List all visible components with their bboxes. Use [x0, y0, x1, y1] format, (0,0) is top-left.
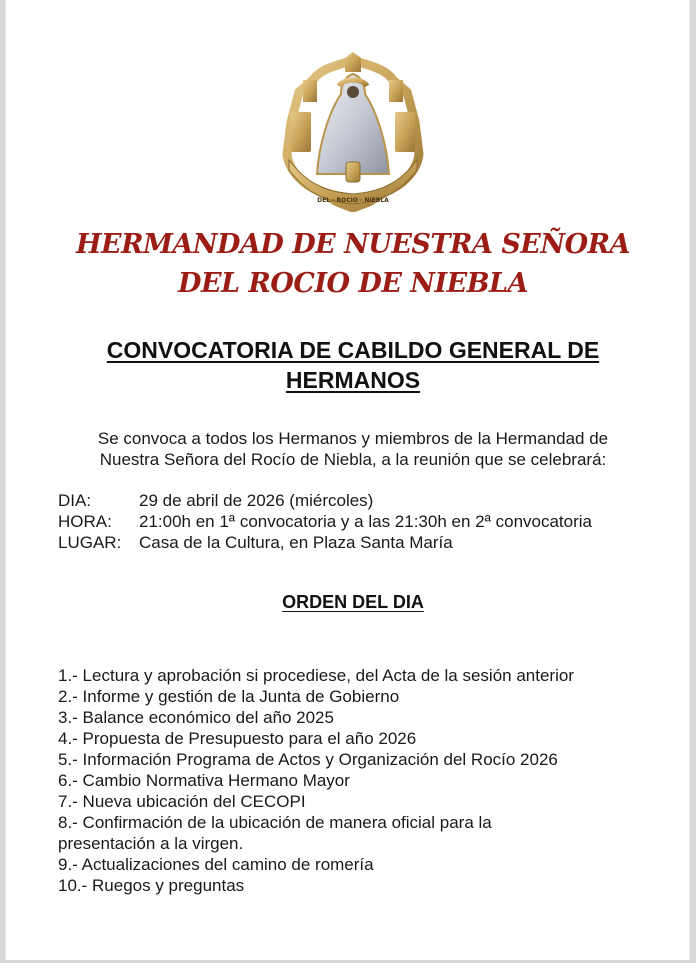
agenda-item: 8.- Confirmación de la ubicación de manera oficial para la presentación a la virgen.	[58, 813, 492, 853]
svg-text:DEL · ROCIO · NIEBLA: DEL · ROCIO · NIEBLA	[317, 197, 389, 204]
detail-label: DIA:	[58, 491, 92, 510]
agenda-item: 5.- Información Programa de Actos y Organización del Rocío 2026	[58, 750, 558, 769]
detail-label: HORA:	[58, 512, 112, 531]
agenda-item: 7.- Nueva ubicación del CECOPI	[58, 792, 306, 811]
agenda-heading-text: ORDEN DEL DIA	[282, 592, 424, 612]
agenda-item: 10.- Ruegos y preguntas	[58, 876, 245, 895]
agenda-list	[58, 665, 658, 896]
intro-text-line2: Nuestra Señora del Rocío de Niebla, a la reunión que se celebrará:	[99, 450, 607, 469]
agenda-heading	[5, 590, 696, 614]
organization-name-line2: DEL ROCIO DE NIEBLA	[178, 268, 528, 299]
agenda-item: 3.- Balance económico del año 2025	[58, 708, 334, 727]
document-title-line1-text: CONVOCATORIA DE CABILDO GENERAL DE	[106, 337, 600, 363]
agenda-item: 2.- Informe y gestión de la Junta de Gobierno	[58, 687, 400, 706]
detail-row-place	[58, 532, 592, 553]
document-title-line1	[5, 336, 696, 365]
organization-name-line1: HERMANDAD DE NUESTRA SEÑORA	[76, 229, 630, 260]
detail-row-date	[58, 490, 592, 511]
hermandad-emblem-icon	[277, 52, 429, 212]
document-title-line2-text: HERMANOS	[285, 367, 421, 393]
document-title-line2	[5, 366, 696, 395]
agenda-item: 1.- Lectura y aprobación si procediese, del Acta de la sesión anterior	[58, 666, 574, 685]
document-page	[5, 0, 690, 960]
detail-row-time	[58, 511, 592, 532]
agenda-item: 9.- Actualizaciones del camino de romería	[58, 855, 374, 874]
intro-text-line1: Se convoca a todos los Hermanos y miembros de la Hermandad de	[97, 429, 609, 448]
detail-value: 29 de abril de 2026 (miércoles)	[139, 491, 374, 510]
detail-label: LUGAR:	[58, 533, 122, 552]
agenda-item: 6.- Cambio Normativa Hermano Mayor	[58, 771, 350, 790]
agenda-item: 4.- Propuesta de Presupuesto para el año 2026	[58, 729, 417, 748]
detail-value: Casa de la Cultura, en Plaza Santa María	[139, 533, 453, 552]
meeting-details	[58, 490, 592, 553]
detail-value: 21:00h en 1ª convocatoria y a las 21:30h en 2ª convocatoria	[139, 512, 592, 531]
